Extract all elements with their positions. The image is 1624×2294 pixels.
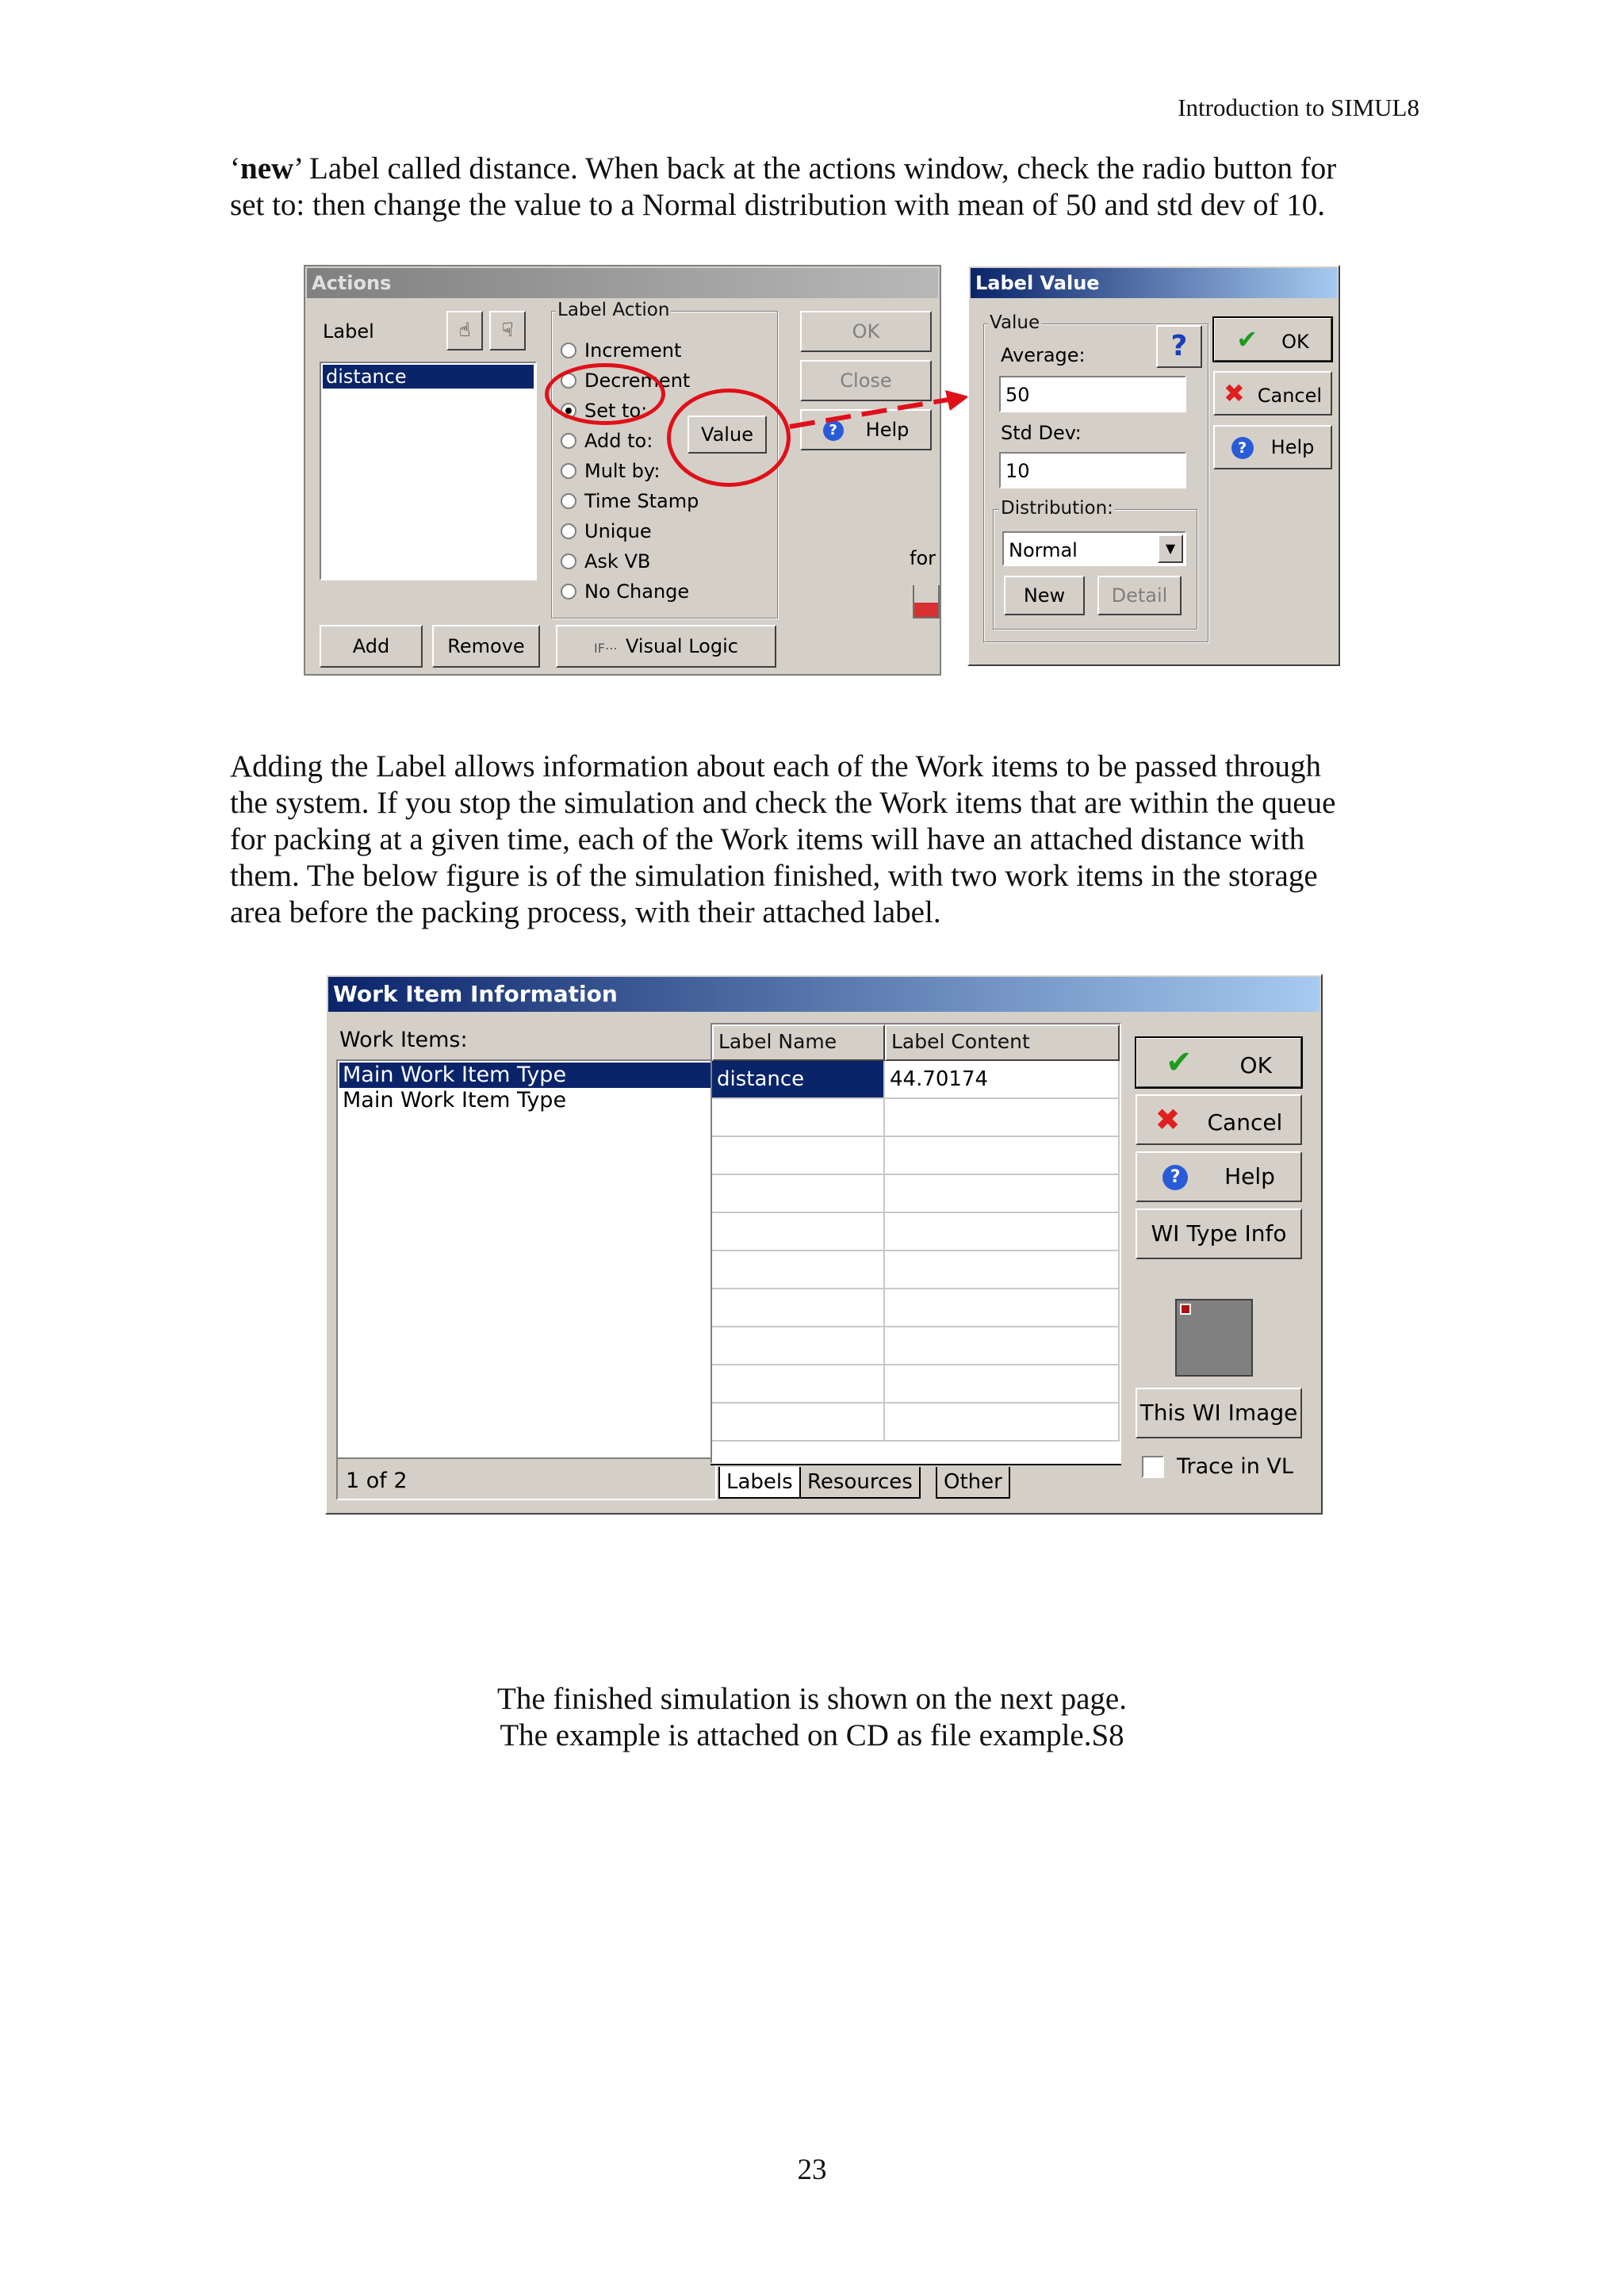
clipped-object-icon: [913, 585, 940, 618]
label-action-group-title: Label Action: [557, 300, 670, 320]
ok-button[interactable]: OK: [800, 311, 932, 352]
work-item-image-icon: [1175, 1299, 1253, 1377]
radio-label: No Change: [584, 580, 690, 603]
label-content-cell[interactable]: 44.70174: [885, 1061, 1120, 1099]
empty-cell[interactable]: [712, 1365, 885, 1404]
help-button[interactable]: [1213, 425, 1332, 469]
work-items-counter: [336, 1457, 717, 1500]
radio-no-change[interactable]: [561, 584, 576, 599]
radio-time-stamp[interactable]: [561, 493, 576, 509]
empty-cell[interactable]: [712, 1175, 885, 1213]
work-items-list[interactable]: [336, 1059, 717, 1483]
image-marker-icon: [1180, 1304, 1191, 1315]
this-wi-image-button[interactable]: This WI Image: [1136, 1388, 1302, 1438]
cancel-label: Cancel: [1207, 1109, 1283, 1136]
drop-label-button[interactable]: [489, 311, 526, 350]
help-icon: ?: [1162, 1165, 1188, 1190]
value-group-title: Value: [990, 312, 1040, 333]
trace-checkbox[interactable]: [1142, 1456, 1164, 1478]
visual-logic-icon: IF⋯: [594, 641, 618, 656]
radio-label: Mult by:: [584, 460, 661, 482]
radio-add-to[interactable]: [561, 433, 576, 449]
intro-line-1: [230, 151, 1419, 187]
average-label: Average:: [1001, 344, 1086, 366]
empty-cell[interactable]: [885, 1175, 1120, 1213]
body-line-3: for packing at a given time, each of the Work items will have an attached distance with: [230, 822, 1305, 856]
radio-label: Time Stamp: [584, 490, 699, 512]
cancel-label: Cancel: [1257, 385, 1323, 407]
label-name-cell[interactable]: distance: [712, 1061, 885, 1099]
body-line-5: area before the packing process, with their attached label.: [230, 895, 941, 929]
label-list-item[interactable]: distance: [323, 365, 534, 389]
closing-line-2: The example is attached on CD as file example.S8: [500, 1718, 1124, 1752]
radio-mult-by[interactable]: [561, 463, 576, 479]
counter-text: 1 of 2: [346, 1469, 408, 1493]
annotation-arrow: [785, 389, 975, 436]
radio-ask-vb[interactable]: [561, 553, 576, 569]
help-icon: ?: [823, 420, 844, 441]
checkmark-icon: ✔: [1236, 324, 1258, 354]
label-value-window: [967, 265, 1340, 666]
body-line-1: Adding the Label allows information about each of the Work items to be passed through: [230, 749, 1321, 783]
trace-checkbox-label: Trace in VL: [1177, 1454, 1293, 1479]
pick-label-button[interactable]: [446, 311, 483, 350]
radio-label: Unique: [584, 520, 652, 542]
close-icon: ✖: [1223, 378, 1245, 408]
empty-cell[interactable]: [885, 1327, 1120, 1365]
cancel-button[interactable]: [1213, 371, 1332, 416]
label-list[interactable]: [320, 362, 537, 580]
context-help-button[interactable]: [1156, 325, 1202, 368]
remove-button[interactable]: Remove: [432, 625, 540, 668]
help-label: Help: [1270, 436, 1315, 458]
empty-cell[interactable]: [712, 1137, 885, 1175]
column-header-label-name[interactable]: Label Name: [712, 1024, 885, 1061]
empty-cell[interactable]: [712, 1099, 885, 1137]
distribution-value: Normal: [1009, 539, 1078, 561]
distribution-group-title: Distribution:: [1001, 498, 1113, 519]
wi-type-info-button[interactable]: WI Type Info: [1136, 1208, 1302, 1259]
closing-line-1: The finished simulation is shown on the next page.: [497, 1682, 1127, 1716]
clipped-for-text: for: [910, 547, 936, 569]
tab-strip: [710, 1464, 1121, 1500]
work-item-titlebar: Work Item Information: [328, 977, 1320, 1012]
cancel-button[interactable]: [1136, 1094, 1302, 1145]
hand-down-icon: ☟: [501, 319, 514, 341]
work-item-window: [325, 974, 1323, 1515]
ok-label: OK: [1239, 1052, 1272, 1078]
annotation-circle-set-to: [545, 363, 665, 425]
close-button[interactable]: Close: [800, 360, 932, 401]
empty-cell[interactable]: [712, 1251, 885, 1289]
label-value-titlebar: Label Value: [971, 268, 1337, 298]
label-caption: Label: [323, 320, 374, 343]
radio-increment[interactable]: [561, 343, 576, 358]
detail-button[interactable]: Detail: [1097, 576, 1182, 615]
hand-up-icon: ☝: [458, 319, 471, 341]
page-number: 23: [797, 2154, 827, 2186]
tab-resources[interactable]: Resources: [799, 1467, 921, 1499]
tab-labels[interactable]: Labels: [718, 1467, 801, 1499]
body-paragraph: [230, 749, 1419, 931]
distribution-select[interactable]: [1002, 531, 1186, 566]
radio-label: Add to:: [584, 430, 653, 452]
empty-cell[interactable]: [885, 1213, 1120, 1251]
quote-close: ’: [293, 151, 302, 186]
work-items-list-item[interactable]: Main Work Item Type: [339, 1063, 712, 1088]
average-value: 50: [1005, 384, 1030, 406]
add-button[interactable]: Add: [320, 625, 423, 668]
radio-label: Ask VB: [584, 550, 651, 573]
ok-button[interactable]: [1213, 317, 1332, 362]
column-header-label-content[interactable]: Label Content: [885, 1024, 1120, 1061]
stddev-label: Std Dev:: [1001, 422, 1082, 444]
annotation-circle-value: [667, 389, 791, 487]
intro-line-2: set to: then change the value to a Normal distribution with mean of 50 and std dev of 10.: [230, 188, 1325, 222]
empty-cell[interactable]: [712, 1404, 885, 1442]
work-items-list-item[interactable]: Main Work Item Type: [343, 1088, 567, 1113]
new-button[interactable]: New: [1004, 576, 1085, 615]
help-button-label: Help: [865, 419, 910, 441]
running-header: Introduction to SIMUL8: [1178, 94, 1419, 121]
value-button[interactable]: Value: [688, 416, 767, 454]
body-line-4: them. The below figure is of the simulation finished, with two work items in the storage: [230, 859, 1318, 893]
body-line-2: the system. If you stop the simulation and check the Work items that are within the queue: [230, 786, 1336, 820]
radio-label: Decrement: [584, 370, 691, 392]
empty-cell[interactable]: [712, 1327, 885, 1365]
help-icon: ?: [1231, 437, 1254, 459]
radio-unique[interactable]: [561, 523, 576, 539]
ok-label: OK: [1281, 331, 1309, 353]
close-icon: ✖: [1155, 1102, 1181, 1137]
intro-paragraph: [230, 151, 1419, 224]
empty-cell[interactable]: [885, 1251, 1120, 1289]
work-items-caption: Work Items:: [339, 1028, 468, 1052]
stddev-value: 10: [1005, 460, 1030, 482]
visual-logic-label: Visual Logic: [625, 635, 738, 657]
empty-cell[interactable]: [712, 1289, 885, 1327]
empty-cell[interactable]: [885, 1365, 1120, 1404]
radio-label: Set to:: [584, 400, 648, 422]
empty-cell[interactable]: [885, 1289, 1120, 1327]
visual-logic-button[interactable]: [556, 625, 776, 668]
labels-grid[interactable]: [710, 1023, 1121, 1464]
actions-titlebar: Actions: [307, 268, 938, 298]
empty-cell[interactable]: [885, 1099, 1120, 1137]
help-label: Help: [1224, 1163, 1275, 1189]
chevron-down-icon[interactable]: ▼: [1158, 534, 1183, 563]
empty-cell[interactable]: [712, 1213, 885, 1251]
help-button[interactable]: [1136, 1151, 1302, 1202]
empty-cell[interactable]: [885, 1404, 1120, 1442]
average-input[interactable]: [999, 376, 1186, 412]
radio-label: Increment: [584, 339, 682, 362]
question-icon: ?: [1170, 330, 1188, 362]
stddev-input[interactable]: [999, 452, 1186, 488]
checkmark-icon: ✔: [1166, 1044, 1193, 1081]
actions-window: [304, 265, 941, 676]
tab-other[interactable]: Other: [936, 1467, 1010, 1499]
bold-new: new: [240, 151, 294, 186]
quote-open: ‘: [230, 151, 240, 186]
empty-cell[interactable]: [885, 1137, 1120, 1175]
intro-line-1-rest: Label called distance. When back at the actions window, check the radio button for: [301, 151, 1337, 186]
ok-button[interactable]: [1136, 1037, 1302, 1088]
